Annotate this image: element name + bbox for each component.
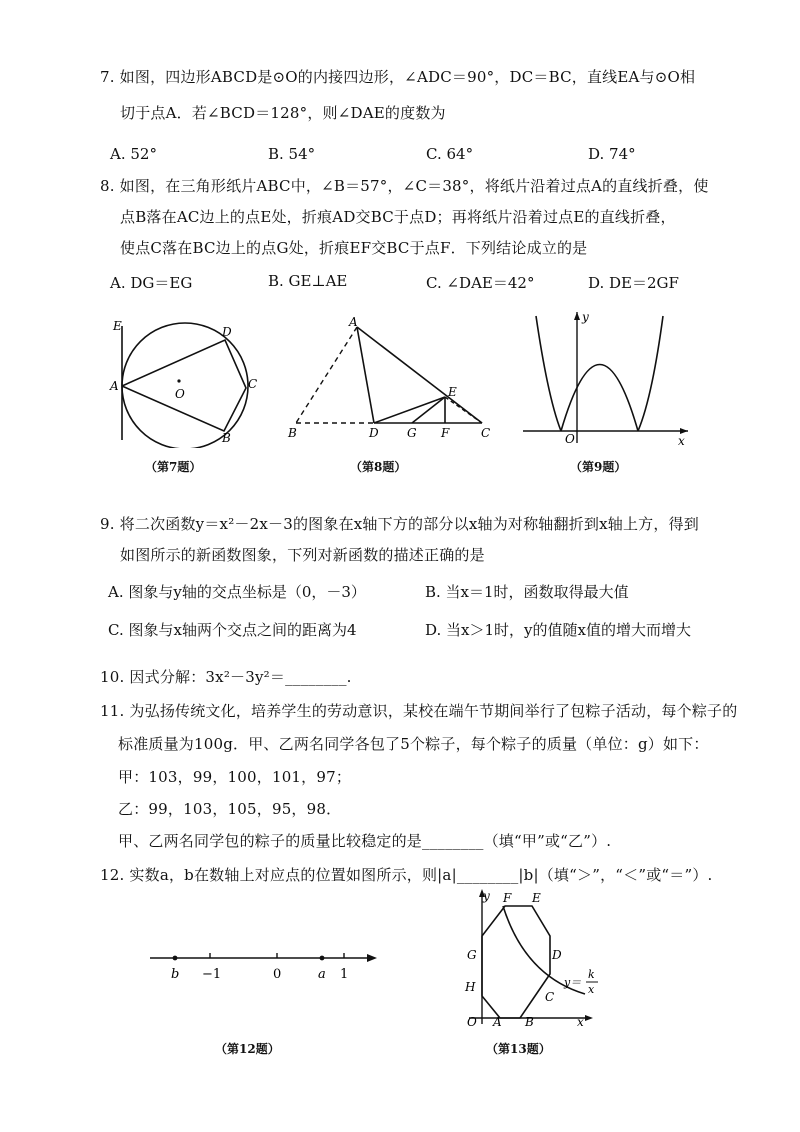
fig12-label-minus-one: −1 (202, 967, 222, 982)
q9-line1: 9. 将二次函数y＝x²－2x－3的图象在x轴下方的部分以x轴为对称轴翻折到x轴上方，得到 (100, 515, 699, 533)
fig8-label-d: D (369, 426, 379, 440)
fig8-label-b: B (288, 426, 297, 440)
q9-option-d: D. 当x＞1时，y的值随x值的增大而增大 (425, 621, 691, 639)
fig12-label-zero: 0 (273, 967, 282, 982)
q11-line2: 标准质量为100g．甲、乙两名同学各包了5个粽子，每个粽子的质量（单位：g）如下： (118, 735, 709, 753)
fig7-label-c: C (248, 377, 258, 391)
figure-13 (455, 886, 605, 1028)
q8-line3: 使点C落在BC边上的点G处，折痕EF交BC于点F．下列结论成立的是 (120, 239, 588, 257)
q8-option-c: C. ∠DAE＝42° (426, 274, 535, 292)
fig9-caption: （第9题） (570, 460, 627, 474)
figure-9 (518, 308, 693, 448)
fig7-label-o: O (175, 387, 185, 401)
fig13-curve-k: k (588, 968, 595, 981)
fig13-curve-label: y＝ (564, 976, 582, 989)
q7-line1: 7. 如图，四边形ABCD是⊙O的内接四边形，∠ADC＝90°，DC＝BC，直线EA与⊙O相 (100, 68, 696, 86)
fig13-curve-x: x (588, 983, 595, 996)
fig13-label-c: C (545, 990, 555, 1004)
fig13-label-y: y (483, 889, 490, 903)
q11-line1: 11. 为弘扬传统文化，培养学生的劳动意识，某校在端午节期间举行了包粽子活动，每个粽子的 (100, 702, 738, 720)
fig12-label-b: b (171, 967, 180, 982)
q8-option-d: D. DE＝2GF (588, 274, 679, 292)
fig7-caption: （第7题） (145, 460, 202, 474)
fig13-label-g: G (467, 948, 477, 962)
q7-option-a: A. 52° (110, 145, 157, 163)
fig8-label-c: C (481, 426, 491, 440)
fig13-label-h: H (465, 980, 476, 994)
fig7-label-e: E (113, 319, 122, 333)
q7-line2: 切于点A．若∠BCD＝128°，则∠DAE的度数为 (120, 104, 446, 122)
fig13-label-d: D (552, 948, 562, 962)
q11-line5: 甲、乙两名同学包的粽子的质量比较稳定的是________（填“甲”或“乙”）. (118, 832, 612, 850)
fig8-caption: （第8题） (350, 460, 407, 474)
figure-8 (282, 314, 497, 444)
q7-option-b: B. 54° (268, 145, 316, 163)
q9-option-a: A. 图象与y轴的交点坐标是（0，－3） (108, 583, 366, 601)
fig13-label-e: E (532, 891, 541, 905)
fig13-label-b: B (525, 1015, 534, 1028)
q11-line3: 甲：103，99，100，101，97； (118, 768, 352, 786)
q12-text: 12. 实数a，b在数轴上对应点的位置如图所示，则|a|________|b|（填“＞”，“＜”或“＝”）. (100, 866, 713, 884)
fig8-label-g: G (407, 426, 417, 440)
figure-7 (105, 318, 265, 448)
fig8-label-a: A (349, 315, 358, 329)
q8-option-a: A. DG＝EG (110, 274, 193, 292)
q8-option-b: B. GE⊥AE (268, 272, 348, 290)
fig9-label-x: x (678, 434, 685, 448)
q7-option-d: D. 74° (588, 145, 636, 163)
q9-option-c: C. 图象与x轴两个交点之间的距离为4 (108, 621, 357, 639)
fig13-label-o: O (467, 1015, 477, 1028)
q7-option-c: C. 64° (426, 145, 474, 163)
fig9-label-y: y (582, 310, 589, 324)
fig13-label-a: A (493, 1015, 502, 1028)
fig8-label-e: E (448, 385, 457, 399)
fig7-label-a: A (110, 379, 119, 393)
fig13-label-f: F (503, 891, 512, 905)
q9-line2: 如图所示的新函数图象，下列对新函数的描述正确的是 (120, 546, 485, 564)
fig12-label-a: a (318, 967, 326, 982)
fig12-caption: （第12题） (215, 1042, 280, 1056)
q9-option-b: B. 当x＝1时，函数取得最大值 (425, 583, 629, 601)
q8-line2: 点B落在AC边上的点E处，折痕AD交BC于点D；再将纸片沿着过点E的直线折叠， (120, 208, 676, 226)
q8-line1: 8. 如图，在三角形纸片ABC中，∠B＝57°，∠C＝38°，将纸片沿着过点A的直线折叠，使 (100, 177, 709, 195)
q10-text: 10. 因式分解：3x²－3y²＝________. (100, 668, 352, 686)
fig9-label-o: O (565, 432, 575, 446)
fig7-label-b: B (222, 431, 231, 445)
figure-12-number-line (145, 945, 385, 985)
fig12-label-one: 1 (340, 967, 349, 982)
fig13-caption: （第13题） (486, 1042, 551, 1056)
q11-line4: 乙：99，103，105，95，98． (118, 800, 342, 818)
fig7-label-d: D (222, 325, 232, 339)
fig13-label-x: x (577, 1015, 584, 1028)
fig8-label-f: F (441, 426, 450, 440)
